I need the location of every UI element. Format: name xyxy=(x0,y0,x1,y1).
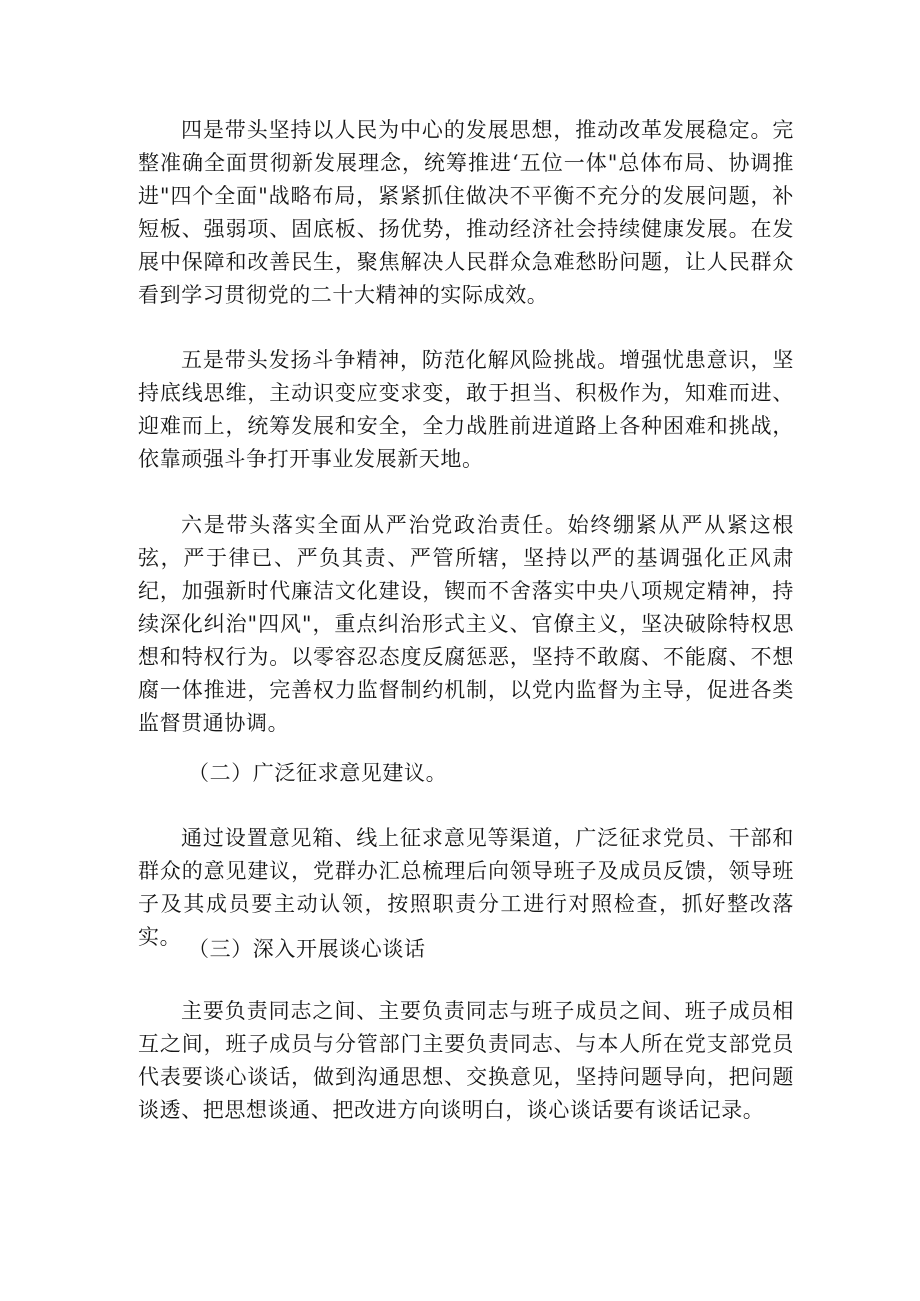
paragraph-four-development: 四是带头坚持以人民为中心的发展思想，推动改革发展稳定。完整准确全面贯彻新发展理念，统筹推进‘五位一体"总体布局、协调推进"四个全面"战略布局，紧紧抓住做决不平衡不充分的发展问题，补短板、强弱项、固底板、扬优势，推动经济社会持续健康发展。在发展中保障和改善民生，聚焦解决人民群众急难愁盼问题，让人民群众看到学习贯彻党的二十大精神的实际成效。 xyxy=(138,118,794,307)
section-heading-heart-to-heart-talks: （三）深入开展谈心谈话 xyxy=(188,937,426,961)
paragraph-heart-to-heart-talks: 主要负责同志之间、主要负责同志与班子成员之间、班子成员相互之间，班子成员与分管部门主要负责同志、与本人所在党支部党员代表要谈心谈话，做到沟通思想、交换意见，坚持问题导向，把问题谈透、把思想谈通、把改进方向谈明白，谈心谈话要有谈话记录。 xyxy=(138,999,794,1122)
section-heading-solicit-opinions: （二）广泛征求意见建议。 xyxy=(188,761,448,785)
paragraph-five-struggle: 五是带头发扬斗争精神，防范化解风险挑战。增强忧患意识，坚持底线思维，主动识变应变求变，敢于担当、积极作为，知难而进、迎难而上，统筹发展和安全，全力战胜前进道路上各种困难和挑战，依靠顽强斗争打开事业发展新天地。 xyxy=(138,348,794,471)
paragraph-six-party-governance: 六是带头落实全面从严治党政治责任。始终绷紧从严从紧这根弦，严于律已、严负其责、严管所辖，坚持以严的基调强化正风肃纪，加强新时代廉洁文化建设，锲而不舍落实中央八项规定精神，持续深化纠治"四风"，重点纠治形式主义、官僚主义，坚决破除特权思想和特权行为。以零容忍态度反腐惩恶，坚持不敢腐、不能腐、不想腐一体推进，完善权力监督制约机制，以党内监督为主导，促进各类监督贯通协调。 xyxy=(138,513,794,735)
paragraph-solicit-opinions: 通过设置意见箱、线上征求意见等渠道，广泛征求党员、干部和群众的意见建议，党群办汇总梳理后向领导班子及成员反馈，领导班子及其成员要主动认领，按照职责分工进行对照检查，抓好整改落实。 xyxy=(138,826,794,949)
